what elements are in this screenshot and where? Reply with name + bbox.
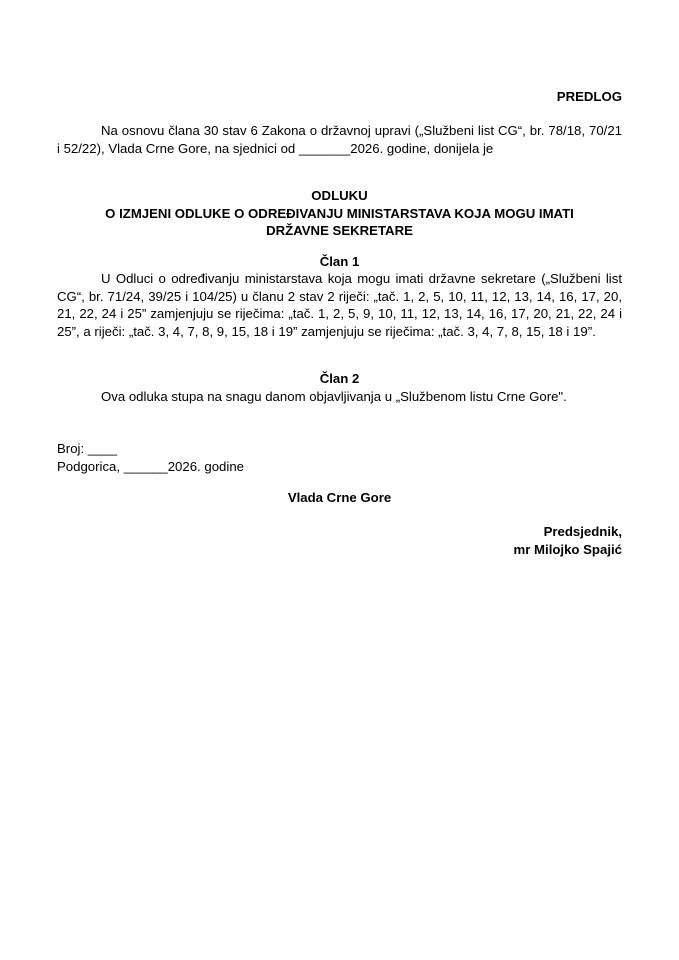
title-line-2: O IZMJENI ODLUKE O ODREĐIVANJU MINISTARSTAVA KOJA MOGU IMATI: [105, 205, 574, 221]
article-1-body: U Odluci o određivanju ministarstava koja mogu imati državne sekretare („Službeni list CG“, br. 71/24, 39/25 i 104/25) u članu 2 stav 2 riječi: „tač. 1, 2, 5, 10, 11, 12, 13, 14, 16, 17, 20, 21, 22, 24 i 25” zamjenjuju se riječima: „tač. 1, 2, 5, 9, 10, 11, 12, 13, 14, 16, 17, 20, 21, 22, 24 i 25”, a riječi: „tač. 3, 4, 7, 8, 9, 15, 18 i 19” zamjenjuju se riječima: „tač. 3, 4, 7, 8, 15, 18 i 19”.: [57, 271, 622, 339]
signature-title: Predsjednik,: [543, 524, 622, 539]
article-2-body: Ova odluka stupa na snagu danom objavljivanja u „Službenom listu Crne Gore".: [101, 389, 567, 404]
signature-block: [514, 523, 622, 558]
title-line-3: DRŽAVNE SEKRETARE: [266, 223, 413, 239]
article-1-heading: Član 1: [319, 254, 360, 269]
issuer-name: Vlada Crne Gore: [287, 490, 392, 505]
reference-number: Broj: ____: [57, 441, 118, 456]
preamble-paragraph: Na osnovu člana 30 stav 6 Zakona o državnoj upravi („Službeni list CG“, br. 78/18, 70/21 i 52/22), Vlada Crne Gore, na sjednici od _______2026. godine, donijela je: [57, 123, 622, 156]
reference-block: [57, 440, 457, 475]
reference-place-date: Podgorica, ______2026. godine: [57, 458, 244, 474]
document-title: [57, 187, 622, 240]
document-status-label: PREDLOG: [556, 89, 622, 104]
signature-name: mr Milojko Spajić: [513, 541, 622, 557]
article-2-heading: Član 2: [319, 371, 360, 386]
title-line-1: ODLUKU: [311, 188, 368, 203]
